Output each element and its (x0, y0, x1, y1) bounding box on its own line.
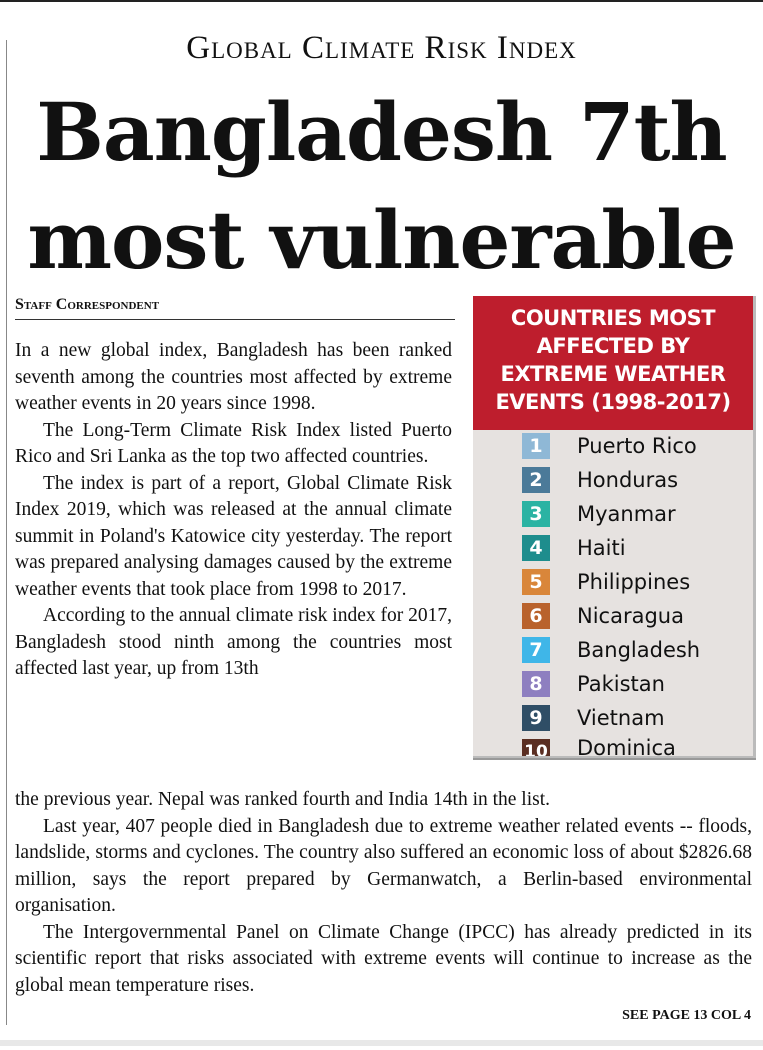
country-name: Philippines (577, 570, 691, 594)
country-name: Vietnam (577, 706, 665, 730)
country-name: Haiti (577, 536, 626, 560)
ranking-row (522, 532, 753, 566)
ranking-row (522, 600, 753, 634)
title-line: EXTREME WEATHER (500, 362, 726, 386)
article-column (15, 338, 452, 683)
ranking-box-title (473, 296, 753, 430)
continued-note: SEE PAGE 13 COL 4 (622, 1008, 751, 1023)
ranking-row (522, 566, 753, 600)
article-full-width (15, 787, 752, 999)
top-rule (0, 0, 763, 2)
bottom-rule (0, 1040, 763, 1046)
ranking-box (473, 296, 756, 759)
rank-badge: 8 (522, 671, 550, 697)
paragraph: In a new global index, Bangladesh has been ranked seventh among the countries most affected by extreme weather events in 20 years since 1998. (15, 340, 452, 414)
rank-badge: 9 (522, 705, 550, 731)
rank-badge: 2 (522, 467, 550, 493)
headline-line-2: most vulnerable (27, 193, 736, 287)
rank-badge: 5 (522, 569, 550, 595)
rank-badge: 3 (522, 501, 550, 527)
country-name: Pakistan (577, 672, 665, 696)
headline-line-1: Bangladesh 7th (36, 85, 727, 179)
paragraph: the previous year. Nepal was ranked fourth and India 14th in the list. (15, 789, 551, 810)
country-name: Honduras (577, 468, 679, 492)
rank-badge: 1 (522, 433, 550, 459)
headline (0, 78, 763, 294)
rank-badge: 4 (522, 535, 550, 561)
paragraph: The Intergovernmental Panel on Climate Change (IPCC) has already predicted in its scientific report that risks associated with extreme events will continue to increase as the global mean temperature rises. (15, 921, 752, 996)
paragraph: Last year, 407 people died in Bangladesh due to extreme weather related events -- floods, landslide, storms and cyclones. The country also suffered an economic loss of about $2826.68 million, says the report prepared by Germanwatch, a Berlin-based environmental organisation. (15, 815, 752, 916)
country-name: Puerto Rico (577, 434, 697, 458)
title-line: EVENTS (1998-2017) (495, 390, 731, 414)
rank-badge: 7 (522, 637, 550, 663)
ranking-list (522, 430, 753, 759)
country-name: Nicaragua (577, 604, 684, 628)
title-line: COUNTRIES MOST (510, 306, 716, 330)
ranking-row (522, 702, 753, 736)
ranking-row (522, 464, 753, 498)
rank-badge: 6 (522, 603, 550, 629)
ranking-row (522, 668, 753, 702)
trailing-country: Dominica (577, 736, 676, 759)
ranking-row (522, 430, 753, 464)
paragraph: The Long-Term Climate Risk Index listed Puerto Rico and Sri Lanka as the top two affected countries. (15, 419, 452, 467)
kicker: Global Climate Risk Index (186, 30, 577, 66)
box-shadow-rule (473, 758, 756, 760)
ranking-row (522, 634, 753, 668)
rank-badge: 10 (522, 739, 550, 759)
country-name: Bangladesh (577, 638, 701, 662)
ranking-row (522, 498, 753, 532)
country-name: Myanmar (577, 502, 676, 526)
byline: Staff Correspondent (15, 296, 455, 320)
paragraph: The index is part of a report, Global Climate Risk Index 2019, which was released at the annual climate summit in Poland's Katowice city yesterday. The report was prepared analysing damages caused by the extreme weather events that took place from 1998 to 2017. (15, 472, 452, 600)
paragraph: According to the annual climate risk index for 2017, Bangladesh stood ninth among the countries most affected last year, up from 13th (15, 605, 452, 679)
title-line: AFFECTED BY (536, 334, 690, 358)
